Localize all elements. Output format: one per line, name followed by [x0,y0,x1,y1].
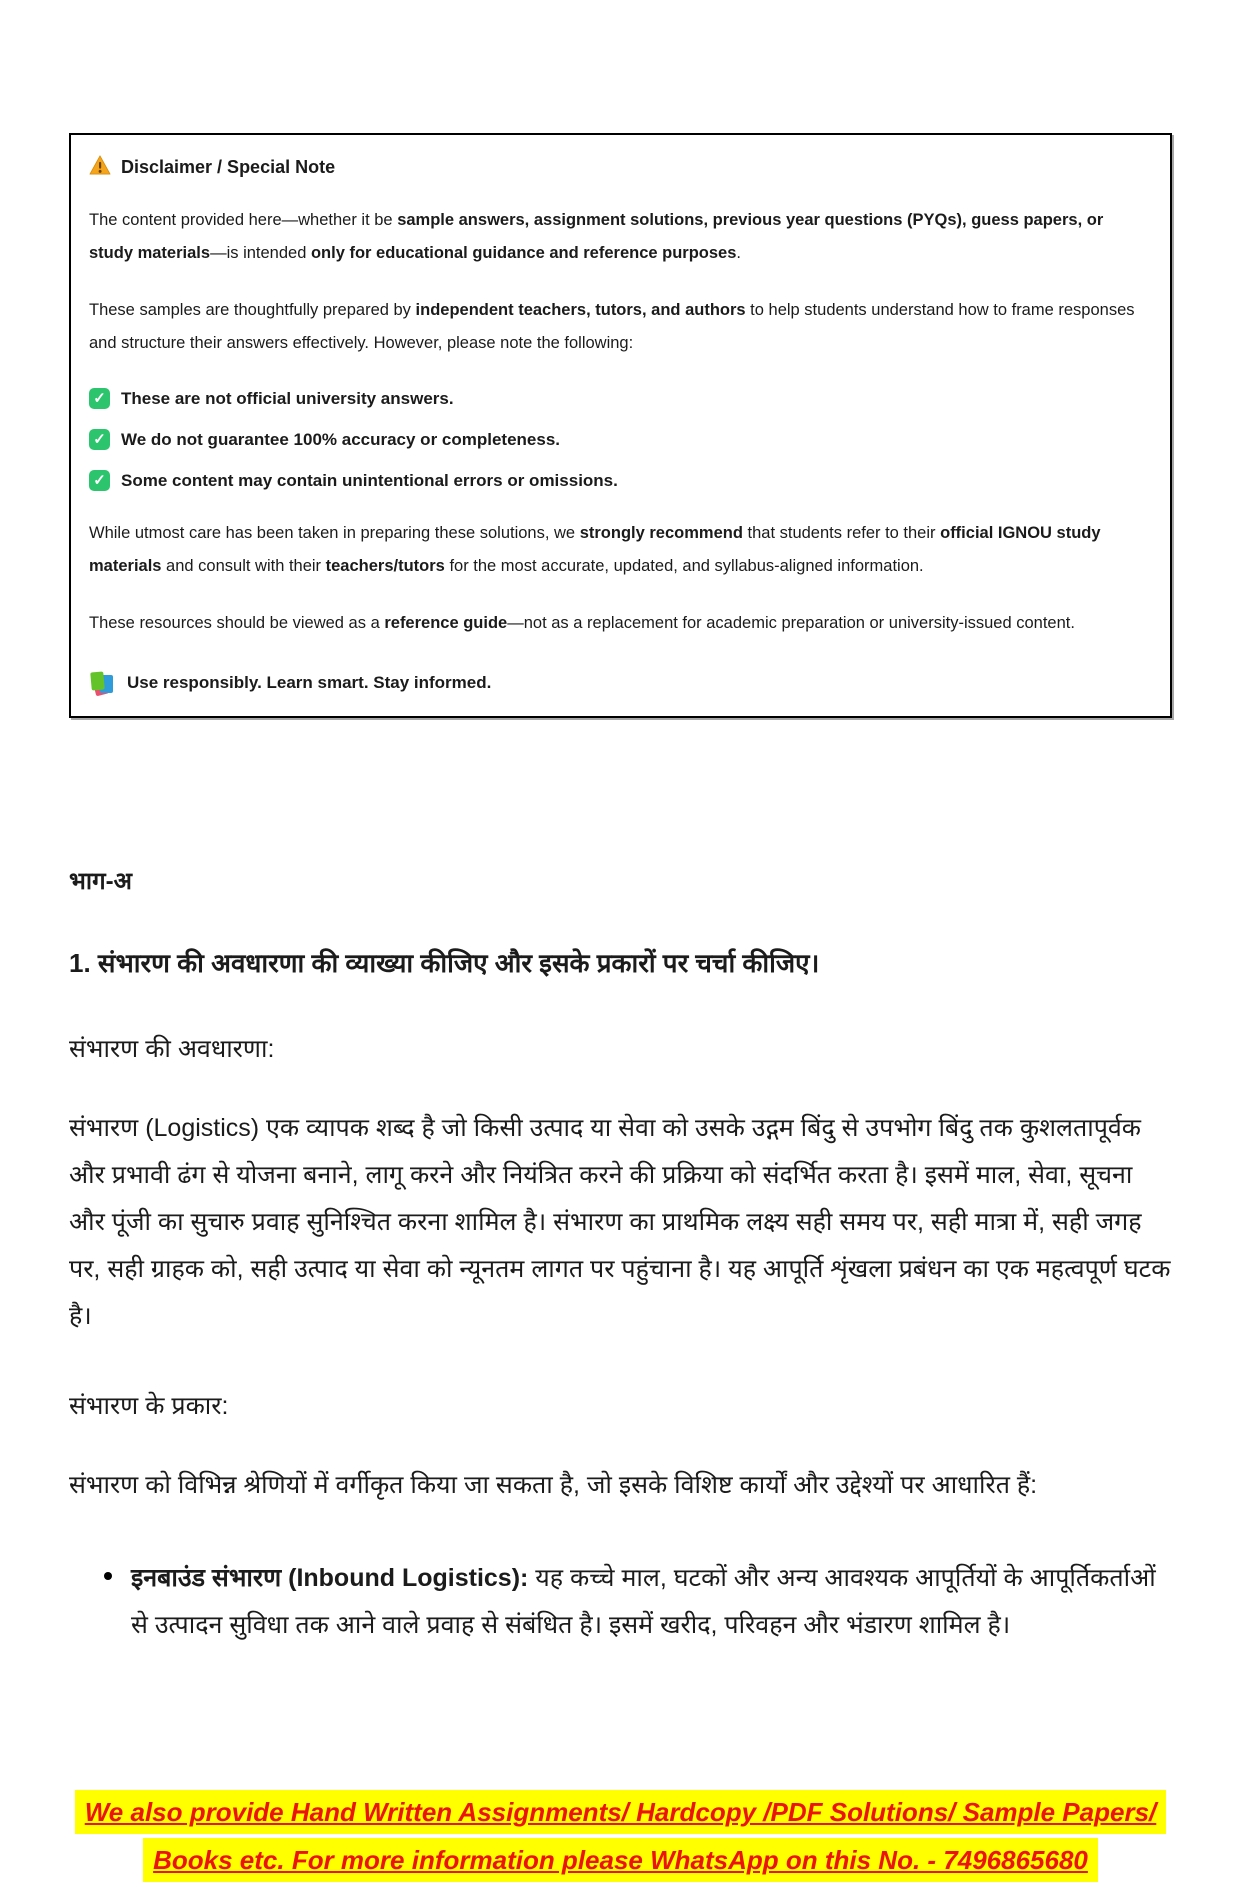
promo-line-1: We also provide Hand Written Assignments/ Hardcopy /PDF Solutions/ Sample Papers/ [75,1790,1167,1834]
warning-icon [89,155,111,180]
disclaimer-checklist [89,388,1148,491]
bullet-item-inbound-logistics [69,1555,1172,1649]
disclaimer-paragraph-1: The content provided here—whether it be sample answers, assignment solutions, previous year questions (PYQs), guess papers, or study materials—is intended only for educational guidance and reference purposes. [89,211,1104,262]
bullet-item-text: इनबाउंड संभारण (Inbound Logistics): यह कच्चे माल, घटकों और अन्य आवश्यक आपूर्तियों के आपूर्तिकर्ताओं से उत्पादन सुविधा तक आने वाले प्रवाह से संबंधित है। इसमें खरीद, परिवहन और भंडारण शामिल है। [131,1564,1156,1639]
checklist-item-label: We do not guarantee 100% accuracy or completeness. [121,429,561,449]
checklist-item [89,429,1148,450]
disclaimer-footer [89,670,1148,696]
concept-paragraph: संभारण (Logistics) एक व्यापक शब्द है जो किसी उत्पाद या सेवा को उसके उद्गम बिंदु से उपभोग बिंदु तक कुशलतापूर्वक और प्रभावी ढंग से योजना बनाने, लागू करने और नियंत्रित करने की प्रक्रिया को संदर्भित करता है। इसमें माल, सेवा, सूचना और पूंजी का सुचारु प्रवाह सुनिश्चित करना शामिल है। संभारण का प्राथमिक लक्ष्य सही समय पर, सही मात्रा में, सही जगह पर, सही ग्राहक को, सही उत्पाद या सेवा को न्यूनतम लागत पर पहुंचाना है। यह आपूर्ति शृंखला प्रबंधन का एक महत्वपूर्ण घटक है। [69,1114,1171,1330]
disclaimer-box [69,133,1172,718]
question-heading: 1. संभारण की अवधारणा की व्याख्या कीजिए और इसके प्रकारों पर चर्चा कीजिए। [69,948,820,978]
check-icon: ✓ [89,388,110,409]
checklist-item-label: These are not official university answers. [121,388,454,408]
checklist-item [89,388,1148,409]
promo-banner [0,1790,1241,1886]
subheading-types: संभारण के प्रकार: [69,1392,229,1420]
checklist-item-label: Some content may contain unintentional errors or omissions. [121,470,618,490]
section-heading: भाग-अ [69,868,132,895]
check-icon: ✓ [89,429,110,450]
document-page [0,133,1241,1649]
check-icon: ✓ [89,470,110,491]
disclaimer-paragraph-4: These resources should be viewed as a reference guide—not as a replacement for academic preparation or university-issued content. [89,614,1075,632]
promo-line-2: Books etc. For more information please WhatsApp on this No. - 7496865680 [143,1838,1098,1882]
checklist-item [89,470,1148,491]
subheading-concept: संभारण की अवधारणा: [69,1035,275,1063]
disclaimer-footer-text: Use responsibly. Learn smart. Stay informed. [127,673,492,692]
bullet-dot [104,1572,112,1580]
disclaimer-paragraph-2: These samples are thoughtfully prepared by independent teachers, tutors, and authors to help students understand how to frame responses and structure their answers effectively. However, please note the following: [89,301,1135,352]
books-icon [89,670,115,696]
types-intro-paragraph: संभारण को विभिन्न श्रेणियों में वर्गीकृत किया जा सकता है, जो इसके विशिष्ट कार्यों और उद्देश्यों पर आधारित हैं: [69,1471,1038,1499]
disclaimer-heading [89,155,1148,180]
disclaimer-paragraph-3: While utmost care has been taken in preparing these solutions, we strongly recommend that students refer to their official IGNOU study materials and consult with their teachers/tutors for the most accurate, updated, and syllabus-aligned information. [89,524,1101,575]
disclaimer-title: Disclaimer / Special Note [121,157,336,177]
